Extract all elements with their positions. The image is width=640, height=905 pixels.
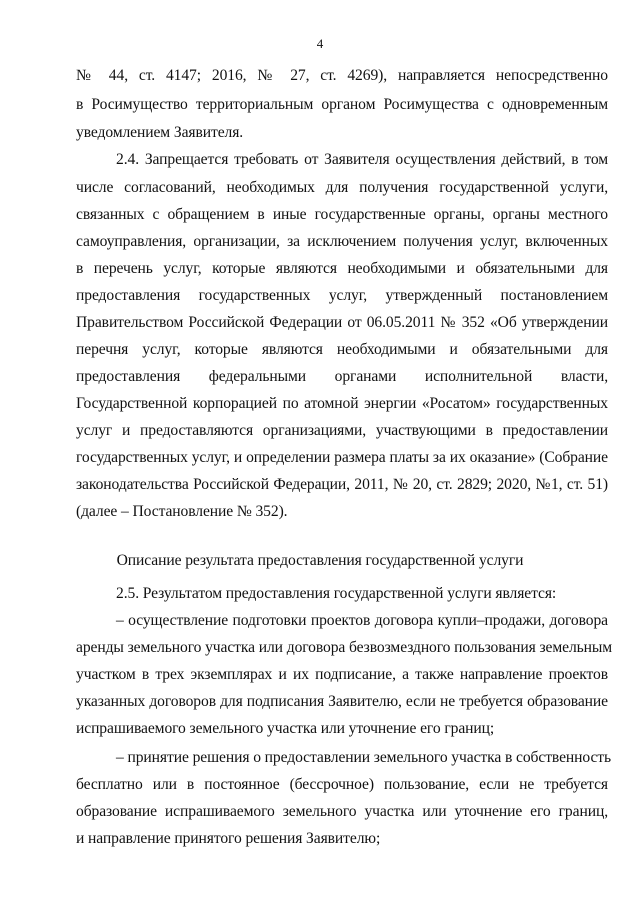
list-item-line: аренды земельного участка или договора безвозмездного пользования земельным <box>76 639 613 656</box>
list-item-line: испрашиваемого земельного участка или уточнение его границ; <box>76 720 495 737</box>
list-item-line: и направление принятого решения Заявителю; <box>76 830 381 847</box>
list-item-line: участком в трех экземплярах и их подписание, а также направление проектов <box>76 666 608 683</box>
list-item-line: указанных договоров для подписания Заявителю, если не требуется образование <box>76 693 608 710</box>
paragraph-line: Правительством Российской Федерации от 06.05.2011 № 352 «Об утверждении <box>76 314 608 331</box>
paragraph-line: государственных услуг, и определении размера платы за их оказание» (Собрание <box>76 449 608 466</box>
paragraph-line: 2.5. Результатом предоставления государственной услуги является: <box>116 585 557 602</box>
paragraph-line: связанных с обращением в иные государственные органы, органы местного <box>76 206 608 223</box>
paragraph-line: уведомлением Заявителя. <box>76 124 244 141</box>
paragraph-line: предоставления государственных услуг, утвержденный постановлением <box>76 287 608 304</box>
list-item-line: бесплатно или в постоянное (бессрочное) пользование, если не требуется <box>76 776 608 793</box>
paragraph-line: 2.4. Запрещается требовать от Заявителя осуществления действий, в том <box>116 151 608 168</box>
paragraph-line: в перечень услуг, которые являются необходимыми и обязательными для <box>76 260 608 277</box>
section-heading: Описание результата предоставления государственной услуги <box>116 552 524 569</box>
list-item-line: образование испрашиваемого земельного участка или уточнение его границ, <box>76 803 608 820</box>
paragraph-line: Государственной корпорацией по атомной энергии «Росатом» государственных <box>76 395 608 412</box>
paragraph-line: числе согласований, необходимых для получения государственной услуги, <box>76 179 608 196</box>
paragraph-line: самоуправления, организации, за исключением получения услуг, включенных <box>76 233 608 250</box>
page-number: 4 <box>316 36 324 51</box>
paragraph-line: услуг и предоставляются организациями, участвующими в предоставлении <box>76 422 608 439</box>
paragraph-line: № 44, ст. 4147; 2016, № 27, ст. 4269), направляется непосредственно <box>76 67 608 84</box>
paragraph-line: в Росимущество территориальным органом Росимущества с одновременным <box>76 96 608 113</box>
paragraph-line: перечня услуг, которые являются необходимыми и обязательными для <box>76 341 608 358</box>
list-item-line: – осуществление подготовки проектов договора купли–продажи, договора <box>116 612 608 629</box>
paragraph-line: законодательства Российской Федерации, 2011, № 20, ст. 2829; 2020, №1, ст. 51) <box>76 476 608 493</box>
list-item-line: – принятие решения о предоставлении земельного участка в собственность <box>116 749 612 766</box>
paragraph-line: предоставления федеральными органами исполнительной власти, <box>76 368 608 385</box>
paragraph-line: (далее – Постановление № 352). <box>76 503 288 520</box>
